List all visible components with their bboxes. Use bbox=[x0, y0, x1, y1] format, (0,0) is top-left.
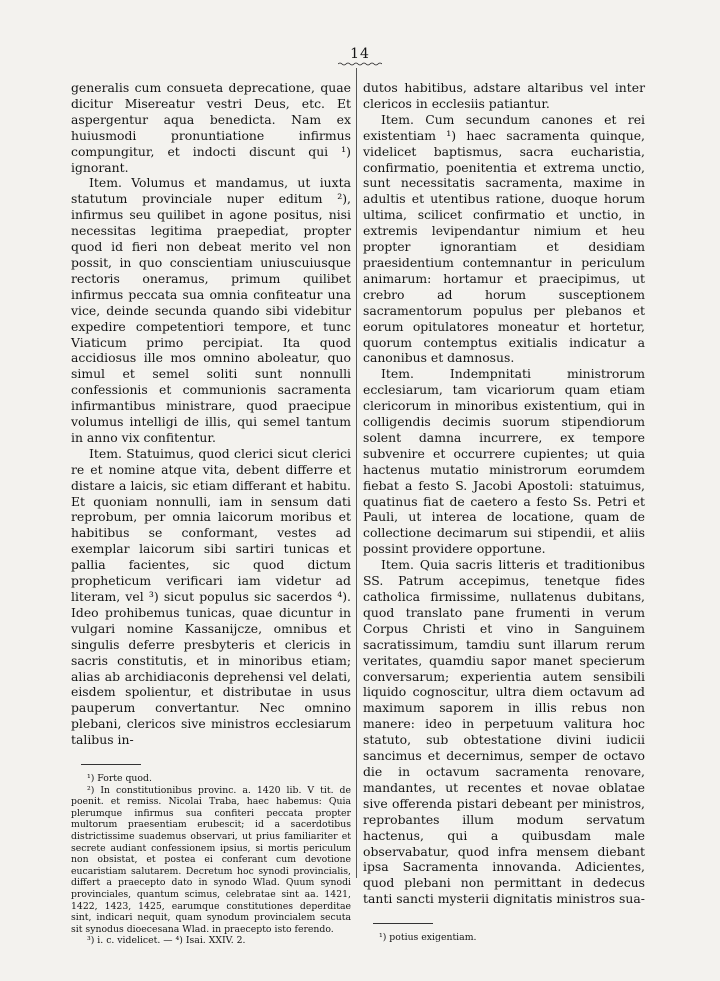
paragraph: Item. Cum secundum canones et rei existentiam ¹) haec sacramenta quinque, videlicet baptismus, sacra eucharistia, confirmatio, poenitentia et extrema unctio, sunt necessitatis sacramenta, maxime in adultis et utentibus ratione, duoque horum ultima, scilicet confirmatio et unctio, in extremis levipendantur nimium et heu propter ignorantiam et desidiam praesidentium contemnantur in periculum animarum: hortamur et praecipimus, ut crebro ad horum susceptionem sacramentorum populus per plebanos et eorum opitulatores moneatur et hortetur, quorum contemptus exitialis indicatur a canonibus et damnosus. bbox=[363, 111, 645, 366]
paragraph: Item. Quia sacris litteris et traditionibus SS. Patrum accepimus, tenetque fides catholica firmissime, nullatenus dubitans, quod translato pane frumenti in verum Corpus Christi et vino in Sanguinem sacratissimum, tamdiu sunt illarum rerum veritates, quamdiu sapor manet specierum conversarum; experientia autem sensibili liquido cognoscitur, ultra diem octavum ad maximum saporem in illis rebus non manere: ideo in perpetuum valitura hoc statuto, sub obtestatione divini iudicii sancimus et decernimus, semper de octavo die in octavum sacramenta renovare, mandantes, ut recentes et novae oblatae sive offerenda pistari debeant per ministros, reprobantes illum modum servatum hactenus, qui a quibusdam male observabatur, quod infra mensem diebant ipsa Sacramenta innovanda. Adicientes, quod plebani non permittant in dedecus tanti sancti mysterii dignitatis ministros sua- bbox=[363, 557, 645, 907]
footnotes bbox=[71, 773, 351, 947]
column-divider bbox=[356, 68, 357, 878]
paragraph: dutos habitibus, adstare altaribus vel inter clericos in ecclesiis patiantur. bbox=[363, 80, 645, 111]
paragraph: Item. Volumus et mandamus, ut iuxta statutum provinciale nuper editum ²), infirmus seu quilibet in agone positus, nisi necessitas legitima praepediat, propter quod id fieri non debeat merito vel non possit, in quo conscientiam uniuscuiusque rectoris oneramus, primum quilibet infirmus peccata sua omnia confiteatur una vice, deinde secunda quando sibi videbitur expedire competentiori tempore, et tunc Viaticum primo percipiat. Ita quod accidiosus ille mos omnino aboleatur, quo simul et semel soliti sunt nonnulli confessionis et communionis sacramenta infirmantibus ministrare, quod praecipue volumus intelligi de illis, qui semel tantum in anno vix confitentur. bbox=[71, 175, 351, 445]
footnote: ¹) potius exigentiam. bbox=[379, 932, 477, 944]
paragraph: Item. Statuimus, quod clerici sicut clerici re et nomine atque vita, debent differre et distare a laicis, sic etiam differant et habitu. Et quoniam nonnulli, iam in sensum dati reprobum, per omnia laicorum moribus et habitibus se conformant, vestes ad exemplar laicorum sibi sartiri tunicas et pallia facientes, sic quod dictum propheticum verificari iam videtur ad literam, vel ³) sicut populus sic sacerdos ⁴). Ideo prohibemus tunicas, quae dicuntur in vulgari nomine Kassanijcze, omnibus et singulis deferre presbyteris et clericis in sacris constitutis, et in minoribus etiam; alias ab archidiaconis deprehensi vel delati, eisdem spolientur, et distributae in usus pauperum convertantur. Nec omnino plebani, clericos sive ministros ecclesiarum talibus in- bbox=[71, 445, 351, 748]
footnote-rule bbox=[81, 764, 141, 765]
page-number-text: 14 bbox=[350, 46, 370, 62]
right-column bbox=[363, 80, 645, 944]
footnote-rule bbox=[373, 923, 433, 924]
footnote: ³) i. c. videlicet. — ⁴) Isai. XXIV. 2. bbox=[87, 935, 246, 947]
footnotes bbox=[363, 932, 645, 944]
left-column bbox=[71, 80, 351, 947]
paragraph: generalis cum consueta deprecatione, quae dicitur Misereatur vestri Deus, etc. Et aspergentur aqua benedicta. Nam ex huiusmodi pronuntiatione infirmus compungitur, et indocti discunt qui ¹) ignorant. bbox=[71, 80, 351, 175]
footnote: ¹) Forte quod. bbox=[87, 773, 152, 785]
ornament-wave bbox=[338, 62, 382, 66]
footnote: ²) In constitutionibus provinc. a. 1420 lib. V tit. de poenit. et remiss. Nicolai Traba, haec habemus: Quia plerumque infirmus sua confiteri peccata propter multorum praesentiam erubescit; id a sacerdotibus districtissime suademus observari, ut prius familiariter et secrete audiant confessionem ipsius, si mortis periculum non obsistat, et postea ei conferant cum devotione eucaristiam salutarem. Decretum hoc synodi provincialis, differt a praecepto dato in synodo Wlad. Quum synodi provinciales, quantum scimus, celebratae sint aa. 1421, 1422, 1423, 1425, earumque constitutiones deperditae sint, indicari nequit, quam synodum provincialem secuta sit synodus dioecesana Wlad. in praecepto isto ferendo. bbox=[71, 784, 351, 935]
paragraph: Item. Indempnitati ministrorum ecclesiarum, tam vicariorum quam etiam clericorum in minoribus existentium, qui in colligendis decimis suorum stipendiorum solent damna incurrere, ex tempore subvenire et occurrere cupientes; ut quia hactenus mutatio ministrorum eorumdem fiebat a festo S. Jacobi Apostoli: statuimus, quatinus fiat de caetero a festo Ss. Petri et Pauli, ut interea de locatione, quam de collectione decimarum sui stipendii, et aliis possint providere opportune. bbox=[363, 366, 645, 557]
page-number bbox=[0, 46, 720, 66]
